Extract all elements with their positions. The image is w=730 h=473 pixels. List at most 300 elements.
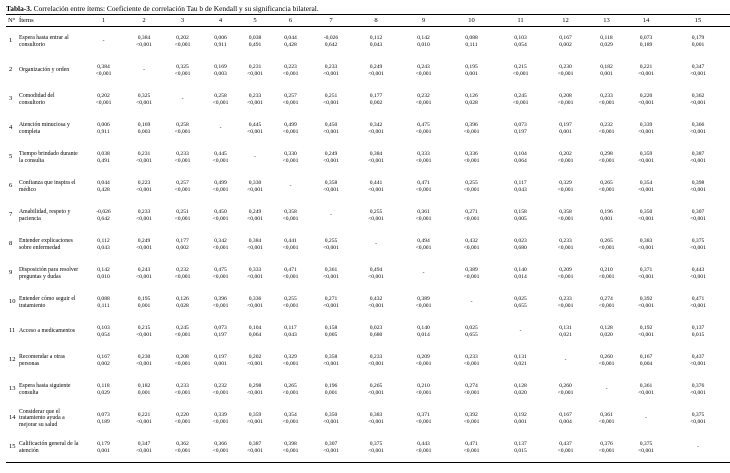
p-value: <0,001 <box>136 418 152 425</box>
correlation-cell <box>666 259 730 288</box>
p-value: <0,001 <box>638 331 654 338</box>
correlation-cell <box>124 259 164 288</box>
p-value: <0,001 <box>247 360 263 367</box>
tau-value: 0,375 <box>691 412 705 418</box>
correlation-cell <box>270 201 311 230</box>
correlation-cell <box>201 346 240 375</box>
correlation-cell <box>666 201 730 230</box>
tau-value: - <box>102 38 105 45</box>
tau-value: 0,265 <box>369 383 383 389</box>
p-value: <0,001 <box>212 99 229 106</box>
tau-value: 0,215 <box>137 325 151 331</box>
tau-value: 0,142 <box>97 267 110 273</box>
correlation-cell <box>201 56 240 85</box>
tau-value: 0,325 <box>176 64 189 70</box>
p-value: 0,642 <box>97 215 110 222</box>
correlation-cell <box>446 143 497 172</box>
correlation-cell <box>587 85 626 114</box>
correlation-cell <box>83 288 124 317</box>
correlation-cell <box>401 346 446 375</box>
correlation-cell <box>124 288 164 317</box>
p-value: <0,001 <box>136 215 152 222</box>
tau-value: 0,330 <box>284 151 297 157</box>
correlation-cell <box>83 143 124 172</box>
p-value: 0,043 <box>97 244 110 251</box>
correlation-cell <box>164 27 201 57</box>
correlation-cell <box>240 259 270 288</box>
p-value: <0,001 <box>174 186 191 193</box>
correlation-cell <box>240 201 270 230</box>
tau-value: 0,142 <box>417 35 430 41</box>
p-value: <0,001 <box>463 186 480 193</box>
tau-value: 0,361 <box>600 412 613 418</box>
tau-value: 0,025 <box>514 296 527 302</box>
correlation-cell <box>544 27 587 57</box>
correlation-cell <box>401 433 446 463</box>
correlation-cell <box>311 201 351 230</box>
tau-value: 0,258 <box>176 122 189 128</box>
tau-value: 0,361 <box>639 383 653 389</box>
p-value: <0,001 <box>282 360 299 367</box>
p-value: 0,428 <box>97 186 110 193</box>
correlation-cell <box>666 114 730 143</box>
p-value: <0,001 <box>174 70 191 77</box>
p-value: <0,001 <box>463 157 480 164</box>
p-value: <0,001 <box>690 215 706 222</box>
tau-value: 0,441 <box>284 238 297 244</box>
tau-value: 0,347 <box>691 64 705 70</box>
correlation-cell <box>83 404 124 433</box>
correlation-cell <box>666 143 730 172</box>
tau-value: 0,339 <box>214 412 227 418</box>
correlation-cell <box>401 143 446 172</box>
tau-value: 0,265 <box>600 180 613 186</box>
p-value: <0,001 <box>598 273 615 280</box>
correlation-cell <box>497 317 544 346</box>
correlation-cell <box>83 172 124 201</box>
p-value: <0,001 <box>690 157 706 164</box>
tau-value: 0,245 <box>176 325 189 331</box>
tau-value: 0,192 <box>514 412 527 418</box>
tau-value: 0,025 <box>465 325 478 331</box>
tau-value: 0,209 <box>417 354 430 360</box>
p-value: <0,001 <box>323 244 339 251</box>
tau-value: 0,192 <box>639 325 653 331</box>
tau-value: - <box>289 183 292 190</box>
tau-value: 0,179 <box>691 35 705 41</box>
p-value: 0,655 <box>465 331 478 338</box>
correlation-cell <box>124 143 164 172</box>
correlation-cell <box>666 27 730 57</box>
tau-value: 0,387 <box>691 151 705 157</box>
correlation-cell <box>124 201 164 230</box>
tau-value: 0,396 <box>465 122 478 128</box>
tau-value: 0,257 <box>176 180 189 186</box>
p-value: <0,001 <box>638 99 654 106</box>
correlation-cell <box>446 172 497 201</box>
p-value: 0,043 <box>514 186 527 193</box>
tau-value: 0,260 <box>559 383 572 389</box>
p-value: 0,189 <box>97 418 110 425</box>
tau-value: 0,255 <box>284 296 297 302</box>
p-value: <0,001 <box>598 186 615 193</box>
tau-value: 0,358 <box>284 209 297 215</box>
correlation-cell <box>626 230 666 259</box>
tau-value: 0,342 <box>369 122 383 128</box>
tau-value: 0,251 <box>176 209 189 215</box>
tau-value: 0,255 <box>324 238 338 244</box>
correlation-cell <box>270 27 311 57</box>
p-value: <0,001 <box>247 70 263 77</box>
tau-value: 0,233 <box>600 93 613 99</box>
tau-value: 0,182 <box>137 383 151 389</box>
p-value: <0,001 <box>323 70 339 77</box>
tau-value: 0,038 <box>97 151 110 157</box>
tau-value: 0,073 <box>97 412 110 418</box>
correlation-cell <box>124 433 164 463</box>
p-value: 0,029 <box>97 389 110 396</box>
tau-value: 0,177 <box>369 93 383 99</box>
p-value: <0,001 <box>174 215 191 222</box>
correlation-cell <box>446 114 497 143</box>
p-value: <0,001 <box>174 157 191 164</box>
correlation-cell <box>270 346 311 375</box>
tau-value: 0,230 <box>559 64 572 70</box>
correlation-cell <box>351 114 401 143</box>
p-value: <0,001 <box>638 389 654 396</box>
tau-value: 0,195 <box>137 296 151 302</box>
p-value: 0,002 <box>97 360 110 367</box>
p-value: 0,028 <box>176 302 189 309</box>
tau-value: 0,215 <box>514 64 527 70</box>
correlation-cell <box>401 85 446 114</box>
correlation-cell <box>446 375 497 404</box>
correlation-cell <box>401 56 446 85</box>
correlation-cell <box>544 346 587 375</box>
tau-value: 0,354 <box>284 412 297 418</box>
correlation-cell <box>666 375 730 404</box>
tau-value: 0,140 <box>514 267 527 273</box>
correlation-cell <box>83 375 124 404</box>
p-value: <0,001 <box>174 360 191 367</box>
tau-value: 0,371 <box>639 267 653 273</box>
correlation-cell <box>240 114 270 143</box>
p-value: 0,491 <box>97 157 110 164</box>
tau-value: 0,044 <box>284 35 297 41</box>
tau-value: 0,233 <box>465 354 478 360</box>
p-value: <0,001 <box>282 302 299 309</box>
correlation-cell <box>544 85 587 114</box>
tau-value: - <box>375 241 377 248</box>
p-value: <0,001 <box>638 157 654 164</box>
correlation-cell <box>83 27 124 57</box>
p-value: 0,001 <box>465 70 478 77</box>
p-value: 0,014 <box>514 273 527 280</box>
correlation-cell <box>544 172 587 201</box>
p-value: <0,001 <box>323 447 339 454</box>
p-value: <0,001 <box>282 273 299 280</box>
tau-value: 0,223 <box>284 64 297 70</box>
tau-value: 0,361 <box>417 209 430 215</box>
tau-value: 0,131 <box>559 325 572 331</box>
table-row <box>6 317 730 346</box>
tau-value: 0,371 <box>417 412 430 418</box>
p-value: <0,001 <box>638 273 654 280</box>
p-value: 0,020 <box>600 331 613 338</box>
p-value: <0,001 <box>415 128 432 135</box>
tau-value: 0,195 <box>465 64 478 70</box>
correlation-cell <box>446 346 497 375</box>
correlation-cell <box>124 172 164 201</box>
tau-value: 0,202 <box>97 93 110 99</box>
correlation-cell <box>83 433 124 463</box>
row-number: 10 <box>9 298 16 306</box>
p-value: <0,001 <box>463 447 480 454</box>
correlation-cell <box>270 259 311 288</box>
correlation-cell <box>270 85 311 114</box>
tau-value: 0,494 <box>369 267 383 273</box>
table-row <box>6 404 730 433</box>
p-value: 0,002 <box>559 41 572 48</box>
tau-value: 0,249 <box>324 151 338 157</box>
correlation-cell <box>544 288 587 317</box>
p-value: <0,001 <box>557 447 574 454</box>
correlation-cell <box>240 375 270 404</box>
p-value: 0,003 <box>214 70 227 77</box>
table-row <box>6 433 730 463</box>
p-value: <0,001 <box>282 244 299 251</box>
p-value: <0,001 <box>282 99 299 106</box>
p-value: 0,010 <box>417 41 430 48</box>
row-item-label: Disposición para resolver preguntas y dudas <box>19 266 79 280</box>
correlation-cell <box>201 288 240 317</box>
p-value: 0,001 <box>514 418 527 425</box>
p-value: 0,001 <box>559 128 572 135</box>
p-value: <0,001 <box>247 447 263 454</box>
correlation-cell <box>446 85 497 114</box>
p-value: <0,001 <box>282 157 299 164</box>
correlation-cell <box>164 317 201 346</box>
p-value: 0,001 <box>214 360 227 367</box>
correlation-cell <box>164 288 201 317</box>
tau-value: 0,251 <box>324 93 338 99</box>
tau-value: 0,243 <box>417 64 430 70</box>
p-value: 0,680 <box>514 244 527 251</box>
p-value: 0,002 <box>369 99 383 106</box>
correlation-cell <box>164 375 201 404</box>
tau-value: 0,375 <box>691 238 705 244</box>
row-number: 14 <box>9 414 16 422</box>
tau-value: 0,445 <box>214 151 227 157</box>
correlation-cell <box>164 230 201 259</box>
p-value: <0,001 <box>598 128 615 135</box>
tau-value: 0,383 <box>639 238 653 244</box>
row-number: 2 <box>9 66 13 74</box>
p-value: 0,680 <box>369 331 383 338</box>
tau-value: 0,158 <box>324 325 338 331</box>
correlation-cell <box>124 27 164 57</box>
correlation-cell <box>544 114 587 143</box>
tau-value: -0,026 <box>323 35 339 41</box>
correlation-cell <box>201 172 240 201</box>
p-value: 0,642 <box>324 41 338 48</box>
header-col-9: 9 <box>401 15 446 27</box>
tau-value: 0,384 <box>137 35 151 41</box>
p-value: <0,001 <box>415 215 432 222</box>
correlation-cell <box>83 85 124 114</box>
table-row <box>6 85 730 114</box>
correlation-cell <box>497 172 544 201</box>
table-row <box>6 288 730 317</box>
correlation-cell <box>240 404 270 433</box>
tau-value: 0,384 <box>248 238 262 244</box>
tau-value: 0,298 <box>248 383 262 389</box>
p-value: <0,001 <box>415 418 432 425</box>
p-value: <0,001 <box>136 273 152 280</box>
table-row <box>6 230 730 259</box>
tau-value: 0,233 <box>176 151 189 157</box>
p-value: <0,001 <box>415 244 432 251</box>
row-number: 8 <box>9 240 13 248</box>
table-row <box>6 172 730 201</box>
row-item-label: Espera hasta siguiente consulta <box>19 382 71 396</box>
tau-value: 0,209 <box>559 267 572 273</box>
correlation-cell <box>401 27 446 57</box>
correlation-cell <box>311 56 351 85</box>
p-value: <0,001 <box>282 70 299 77</box>
correlation-cell <box>124 346 164 375</box>
tau-value: 0,499 <box>214 180 227 186</box>
p-value: <0,001 <box>415 157 432 164</box>
correlation-cell <box>311 172 351 201</box>
p-value: <0,001 <box>136 447 152 454</box>
p-value: 0,010 <box>97 273 110 280</box>
tau-value: - <box>564 357 567 364</box>
tau-value: 0,443 <box>417 441 430 447</box>
tau-value: 0,358 <box>324 354 338 360</box>
correlation-cell <box>201 143 240 172</box>
correlation-cell <box>240 85 270 114</box>
correlation-cell <box>164 259 201 288</box>
p-value: 0,911 <box>214 41 227 48</box>
p-value: <0,001 <box>512 99 529 106</box>
tau-value: 0,329 <box>284 354 297 360</box>
tau-value: 0,376 <box>691 383 705 389</box>
tau-value: 0,384 <box>369 151 383 157</box>
tau-value: 0,339 <box>639 122 653 128</box>
tau-value: 0,128 <box>600 325 613 331</box>
p-value: <0,001 <box>247 215 263 222</box>
row-number: 13 <box>9 385 16 393</box>
tau-value: 0,103 <box>97 325 110 331</box>
correlation-cell <box>497 201 544 230</box>
p-value: <0,001 <box>368 418 384 425</box>
correlation-cell <box>446 433 497 463</box>
correlation-cell <box>587 317 626 346</box>
tau-value: 0,271 <box>465 209 478 215</box>
p-value: 0,001 <box>137 389 151 396</box>
tau-value: 0,362 <box>691 93 705 99</box>
correlation-cell <box>240 317 270 346</box>
correlation-cell <box>270 375 311 404</box>
tau-value: 0,342 <box>214 238 227 244</box>
correlation-cell <box>270 230 311 259</box>
correlation-cell <box>666 56 730 85</box>
p-value: <0,001 <box>368 389 384 396</box>
p-value: <0,001 <box>638 186 654 193</box>
p-value: <0,001 <box>557 273 574 280</box>
correlation-cell <box>666 172 730 201</box>
tau-value: - <box>330 212 332 219</box>
tau-value: 0,398 <box>284 441 297 447</box>
tau-value: 0,361 <box>324 267 338 273</box>
correlation-cell <box>351 259 401 288</box>
p-value: <0,001 <box>690 302 706 309</box>
tau-value: 0,347 <box>137 441 151 447</box>
tau-value: 0,197 <box>559 122 572 128</box>
p-value: <0,001 <box>557 157 574 164</box>
p-value: <0,001 <box>212 273 229 280</box>
correlation-cell <box>164 172 201 201</box>
p-value: 0,054 <box>97 331 110 338</box>
tau-value: 0,325 <box>137 93 151 99</box>
tau-value: 0,202 <box>176 35 189 41</box>
tau-value: 0,389 <box>465 267 478 273</box>
tau-value: - <box>181 96 184 103</box>
correlation-cell <box>351 143 401 172</box>
correlation-cell <box>83 230 124 259</box>
tau-value: 0,006 <box>214 35 227 41</box>
p-value: <0,001 <box>212 157 229 164</box>
correlation-cell <box>544 433 587 463</box>
header-col-13: 13 <box>587 15 626 27</box>
p-value: <0,001 <box>415 99 432 106</box>
p-value: <0,001 <box>415 447 432 454</box>
header-col-10: 10 <box>446 15 497 27</box>
correlation-cell <box>83 56 124 85</box>
correlation-cell <box>270 114 311 143</box>
correlation-cell <box>544 404 587 433</box>
p-value: <0,001 <box>136 41 152 48</box>
row-item-label: Confianza que inspira el médico <box>19 179 76 193</box>
tau-value: 0,384 <box>97 64 110 70</box>
p-value: <0,001 <box>690 360 706 367</box>
tau-value: 0,271 <box>324 296 338 302</box>
tau-value: 0,499 <box>284 122 297 128</box>
p-value: <0,001 <box>136 99 152 106</box>
tau-value: 0,274 <box>465 383 478 389</box>
tau-value: 0,232 <box>600 122 613 128</box>
tau-value: 0,196 <box>324 383 338 389</box>
p-value: <0,001 <box>368 447 384 454</box>
correlation-cell <box>164 433 201 463</box>
p-value: 0,189 <box>639 41 653 48</box>
correlation-cell <box>497 375 544 404</box>
tau-value: 0,117 <box>514 180 527 186</box>
correlation-cell <box>587 201 626 230</box>
correlation-cell <box>240 433 270 463</box>
p-value: 0,015 <box>691 331 705 338</box>
p-value: <0,001 <box>598 157 615 164</box>
tau-value: 0,233 <box>369 354 383 360</box>
correlation-cell <box>666 317 730 346</box>
tau-value: 0,073 <box>214 325 227 331</box>
p-value: <0,001 <box>463 389 480 396</box>
p-value: <0,001 <box>638 244 654 251</box>
tau-value: 0,167 <box>559 412 572 418</box>
tau-value: 0,330 <box>248 180 262 186</box>
tau-value: - <box>645 415 647 422</box>
